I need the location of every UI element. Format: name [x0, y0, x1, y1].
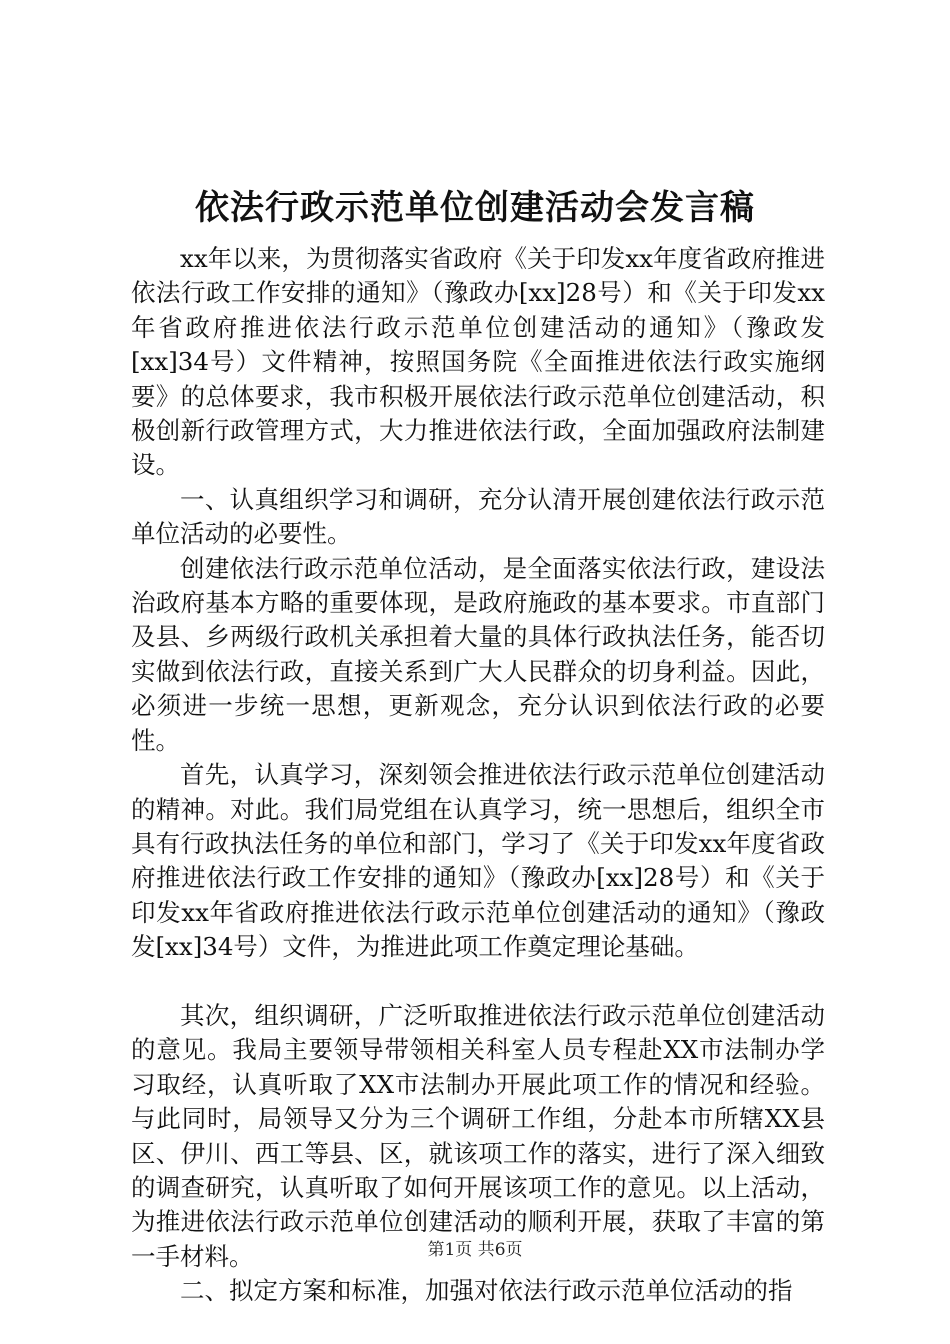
paragraph-necessity: 创建依法行政示范单位活动，是全面落实依法行政，建设法治政府基本方略的重要体现，是政府施政的基本要求。市直部门及县、乡两级行政机关承担着大量的具体行政执法任务，能否切实做到依法行政，直接关系到广大人民群众的切身利益。因此，必须进一步统一思想，更新观念，充分认识到依法行政的必要性。 — [131, 553, 825, 755]
paragraph-section-two-heading: 二、拟定方案和标准，加强对依法行政示范单位活动的指 — [180, 1276, 793, 1306]
page-footer: 第1页 共6页 — [427, 1240, 523, 1260]
document-body — [131, 242, 825, 1309]
paragraph-first: 首先，认真学习，深刻领会推进依法行政示范单位创建活动的精神。对此。我们局党组在认真学习，统一思想后，组织全市具有行政执法任务的单位和部门，学习了《关于印发xx年度省政府推进依法行政工作安排的通知》（豫政办[xx]28号）和《关于印发xx年省政府推进依法行政示范单位创建活动的通知》（豫政发[xx]34号）文件，为推进此项工作奠定理论基础。 — [131, 760, 825, 962]
paragraph-intro: xx年以来，为贯彻落实省政府《关于印发xx年度省政府推进依法行政工作安排的通知》（豫政办[xx]28号）和《关于印发xx年省政府推进依法行政示范单位创建活动的通知》（豫政发[xx]34号）文件精神，按照国务院《全面推进依法行政实施纲要》的总体要求，我市积极开展依法行政示范单位创建活动，积极创新行政管理方式，大力推进依法行政，全面加强政府法制建设。 — [131, 244, 825, 480]
paragraph-section-one-heading: 一、认真组织学习和调研，充分认清开展创建依法行政示范单位活动的必要性。 — [131, 484, 825, 549]
paragraph-second: 其次，组织调研，广泛听取推进依法行政示范单位创建活动的意见。我局主要领导带领相关科室人员专程赴XX市法制办学习取经，认真听取了XX市法制办开展此项工作的情况和经验。与此同时，局领导又分为三个调研工作组，分赴本市所辖XX县区、伊川、西工等县、区，就该项工作的落实，进行了深入细致的调查研究，认真听取了如何开展该项工作的意见。以上活动，为推进依法行政示范单位创建活动的顺利开展，获取了丰富的第一手材料。 — [131, 1000, 825, 1271]
page-title: 依法行政示范单位创建活动会发言稿 — [195, 188, 755, 228]
